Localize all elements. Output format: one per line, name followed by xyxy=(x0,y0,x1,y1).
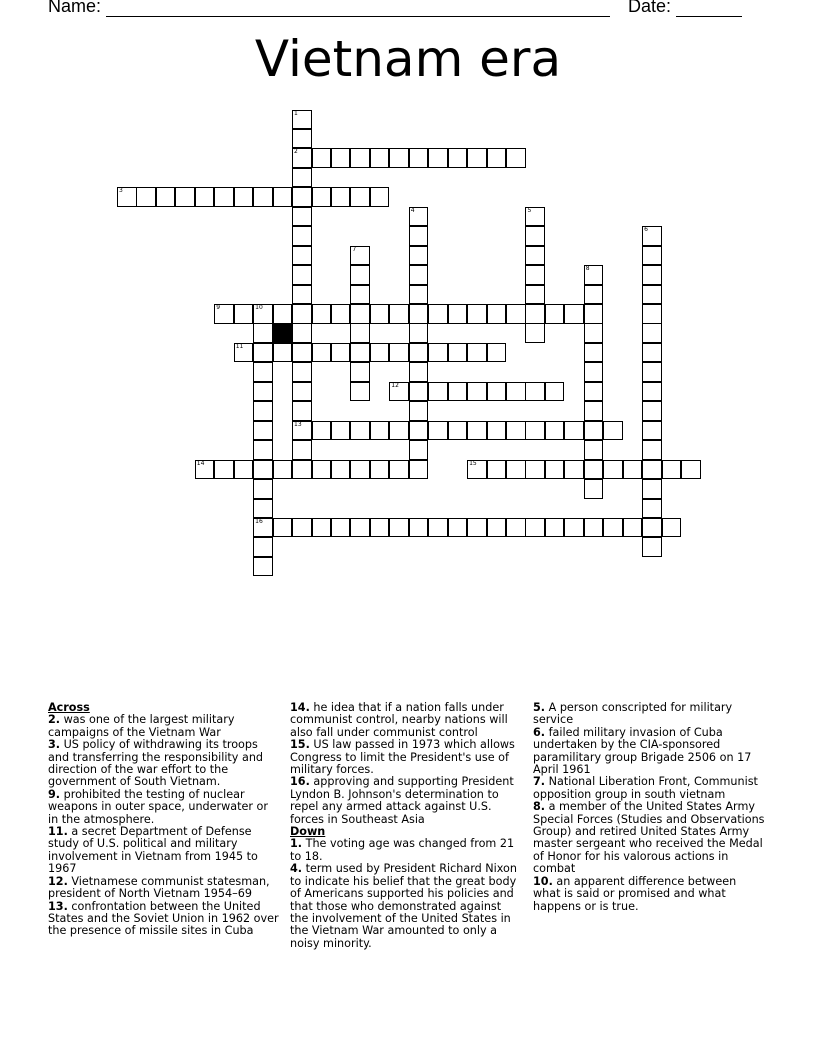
grid-cell[interactable] xyxy=(545,382,565,402)
grid-cell[interactable] xyxy=(584,421,604,441)
grid-cell[interactable] xyxy=(525,246,545,266)
grid-cell[interactable] xyxy=(467,382,487,402)
cell-number: 10 xyxy=(255,304,263,311)
page-title: Vietnam era xyxy=(254,30,562,88)
grid-cell[interactable] xyxy=(292,246,312,266)
grid-cell[interactable] xyxy=(234,460,254,480)
black-cell xyxy=(273,323,293,343)
grid-cell[interactable] xyxy=(312,460,332,480)
grid-cell[interactable] xyxy=(525,265,545,285)
grid-cell[interactable] xyxy=(642,421,662,441)
grid-cell[interactable] xyxy=(525,518,545,538)
grid-cell[interactable] xyxy=(292,148,312,168)
grid-cell[interactable] xyxy=(642,226,662,246)
grid-cell[interactable] xyxy=(487,304,507,324)
grid-cell[interactable] xyxy=(642,382,662,402)
clue-down-1: 1. The voting age was changed from 21 to 18. xyxy=(290,837,515,863)
grid-cell[interactable] xyxy=(584,479,604,499)
grid-cell[interactable] xyxy=(584,304,604,324)
grid-cell[interactable] xyxy=(428,304,448,324)
grid-cell[interactable] xyxy=(292,421,312,441)
grid-cell[interactable] xyxy=(253,362,273,382)
grid-cell[interactable] xyxy=(642,460,662,480)
grid-cell[interactable] xyxy=(292,323,312,343)
grid-cell[interactable] xyxy=(525,285,545,305)
grid-cell[interactable] xyxy=(467,304,487,324)
grid-cell[interactable] xyxy=(253,518,273,538)
grid-cell[interactable] xyxy=(487,518,507,538)
grid-cell[interactable] xyxy=(506,382,526,402)
grid-cell[interactable] xyxy=(292,401,312,421)
grid-cell[interactable] xyxy=(350,304,370,324)
grid-cell[interactable] xyxy=(487,382,507,402)
grid-cell[interactable] xyxy=(350,265,370,285)
grid-cell[interactable] xyxy=(312,304,332,324)
grid-cell[interactable] xyxy=(350,285,370,305)
grid-cell[interactable] xyxy=(642,304,662,324)
grid-cell[interactable] xyxy=(642,537,662,557)
grid-cell[interactable] xyxy=(409,304,429,324)
clue-down-4: 4. term used by President Richard Nixon to indicate his belief that the great body of Americans supported his policies and that those who demonstrated against the involvement of the United States in the Vietnam War amounted to only a noisy minority. xyxy=(290,862,517,950)
grid-cell[interactable] xyxy=(253,557,273,577)
grid-cell[interactable] xyxy=(312,148,332,168)
grid-cell[interactable] xyxy=(584,285,604,305)
cell-number: 8 xyxy=(585,265,590,273)
grid-cell[interactable] xyxy=(409,285,429,305)
grid-cell[interactable] xyxy=(253,382,273,402)
grid-cell[interactable] xyxy=(370,421,390,441)
grid-cell[interactable] xyxy=(584,265,604,285)
clue-down-6: 6. failed military invasion of Cuba undertaken by the CIA-sponsored paramilitary group Brigade 2506 on 17 April 1961 xyxy=(533,725,752,777)
grid-cell[interactable] xyxy=(370,343,390,363)
grid-cell[interactable] xyxy=(487,460,507,480)
grid-cell[interactable] xyxy=(370,304,390,324)
grid-cell[interactable] xyxy=(603,460,623,480)
grid-cell[interactable] xyxy=(253,323,273,343)
grid-cell[interactable] xyxy=(409,362,429,382)
grid-cell[interactable] xyxy=(584,362,604,382)
grid-cell[interactable] xyxy=(467,460,487,480)
grid-cell[interactable] xyxy=(428,148,448,168)
grid-cell[interactable] xyxy=(642,499,662,519)
grid-cell[interactable] xyxy=(681,460,701,480)
grid-cell[interactable] xyxy=(564,460,584,480)
across-heading: Across xyxy=(48,701,90,714)
grid-cell[interactable] xyxy=(292,187,312,207)
grid-cell[interactable] xyxy=(506,421,526,441)
grid-cell[interactable] xyxy=(467,148,487,168)
grid-cell[interactable] xyxy=(409,226,429,246)
grid-cell[interactable] xyxy=(448,304,468,324)
grid-cell[interactable] xyxy=(292,168,312,188)
clues-column-1 xyxy=(48,702,280,938)
grid-cell[interactable] xyxy=(564,421,584,441)
grid-cell[interactable] xyxy=(584,343,604,363)
grid-cell[interactable] xyxy=(584,440,604,460)
grid-cell[interactable] xyxy=(389,518,409,538)
grid-cell[interactable] xyxy=(487,421,507,441)
cell-number: 12 xyxy=(391,381,399,389)
grid-cell[interactable] xyxy=(564,518,584,538)
grid-cell[interactable] xyxy=(448,421,468,441)
cell-number: 7 xyxy=(352,245,357,253)
grid-cell[interactable] xyxy=(331,187,351,207)
grid-cell[interactable] xyxy=(234,304,254,324)
grid-cell[interactable] xyxy=(642,323,662,343)
clues-column-2 xyxy=(290,702,522,950)
grid-cell[interactable] xyxy=(195,187,215,207)
grid-cell[interactable] xyxy=(234,187,254,207)
grid-cell[interactable] xyxy=(545,304,565,324)
grid-cell[interactable] xyxy=(467,518,487,538)
grid-cell[interactable] xyxy=(136,187,156,207)
clue-down-10: 10. an apparent difference between what is said or promised and what happens or is true. xyxy=(533,874,737,913)
cell-number: 14 xyxy=(196,459,205,467)
grid-cell[interactable] xyxy=(545,518,565,538)
grid-cell[interactable] xyxy=(389,343,409,363)
grid-cell[interactable] xyxy=(525,421,545,441)
grid-cell[interactable] xyxy=(662,518,682,538)
grid-cell[interactable] xyxy=(525,304,545,324)
grid-cell[interactable] xyxy=(409,343,429,363)
grid-cell[interactable] xyxy=(292,304,312,324)
grid-cell[interactable] xyxy=(195,460,215,480)
grid-cell[interactable] xyxy=(525,460,545,480)
name-label: Name: xyxy=(48,0,102,16)
grid-cell[interactable] xyxy=(506,304,526,324)
grid-cell[interactable] xyxy=(214,187,234,207)
clue-down-8: 8. a member of the United States Army Special Forces (Studies and Observations Group) and retired United States Army master sergeant who received the Medal of Honor for his valorous actions in combat xyxy=(533,800,765,876)
grid-cell[interactable] xyxy=(584,382,604,402)
grid-cell[interactable] xyxy=(642,479,662,499)
grid-cell[interactable] xyxy=(292,460,312,480)
grid-cell[interactable] xyxy=(428,382,448,402)
cell-number: 6 xyxy=(644,226,648,234)
grid-cell[interactable] xyxy=(350,323,370,343)
grid-cell[interactable] xyxy=(292,362,312,382)
grid-cell[interactable] xyxy=(253,304,273,324)
grid-cell[interactable] xyxy=(292,285,312,305)
grid-cell[interactable] xyxy=(409,246,429,266)
grid-cell[interactable] xyxy=(117,187,137,207)
grid-cell[interactable] xyxy=(409,460,429,480)
grid-cell[interactable] xyxy=(292,518,312,538)
grid-cell[interactable] xyxy=(409,382,429,402)
grid-cell[interactable] xyxy=(584,518,604,538)
grid-cell[interactable] xyxy=(584,323,604,343)
grid-cell[interactable] xyxy=(350,187,370,207)
clue-across-13: 13. confrontation between the United States and the Soviet Union in 1962 over the presence of missile sites in Cuba xyxy=(48,899,279,938)
grid-cell[interactable] xyxy=(642,518,662,538)
grid-cell[interactable] xyxy=(370,187,390,207)
grid-cell[interactable] xyxy=(603,421,623,441)
grid-cell[interactable] xyxy=(253,499,273,519)
grid-cell[interactable] xyxy=(292,110,312,130)
grid-cell[interactable] xyxy=(350,362,370,382)
grid-cell[interactable] xyxy=(409,421,429,441)
grid-cell[interactable] xyxy=(642,246,662,266)
cell-number: 4 xyxy=(410,206,415,214)
grid-cell[interactable] xyxy=(350,382,370,402)
clue-down-5: 5. A person conscripted for military service xyxy=(533,701,733,727)
grid-cell[interactable] xyxy=(214,460,234,480)
clues-column-3 xyxy=(533,702,765,913)
grid-cell[interactable] xyxy=(642,440,662,460)
grid-cell[interactable] xyxy=(312,518,332,538)
grid-cell[interactable] xyxy=(623,518,643,538)
cell-number: 9 xyxy=(216,304,221,311)
grid-cell[interactable] xyxy=(331,421,351,441)
grid-cell[interactable] xyxy=(175,187,195,207)
grid-cell[interactable] xyxy=(409,518,429,538)
grid-cell[interactable] xyxy=(389,460,409,480)
grid-cell[interactable] xyxy=(292,440,312,460)
clue-across-14: 14. he idea that if a nation falls under communist control, nearby nations will also fall under communist control xyxy=(290,701,508,739)
grid-cell[interactable] xyxy=(642,362,662,382)
grid-cell[interactable] xyxy=(545,421,565,441)
cell-number: 2 xyxy=(294,148,298,156)
clue-across-2: 2. was one of the largest military campaigns of the Vietnam War xyxy=(48,713,235,739)
grid-cell[interactable] xyxy=(448,148,468,168)
grid-cell[interactable] xyxy=(525,226,545,246)
grid-cell[interactable] xyxy=(253,421,273,441)
grid-cell[interactable] xyxy=(467,421,487,441)
grid-cell[interactable] xyxy=(312,343,332,363)
grid-cell[interactable] xyxy=(389,421,409,441)
grid-cell[interactable] xyxy=(428,518,448,538)
grid-cell[interactable] xyxy=(350,148,370,168)
grid-cell[interactable] xyxy=(331,148,351,168)
grid-cell[interactable] xyxy=(448,518,468,538)
grid-cell[interactable] xyxy=(448,343,468,363)
grid-cell[interactable] xyxy=(292,207,312,227)
grid-cell[interactable] xyxy=(312,421,332,441)
grid-cell[interactable] xyxy=(273,518,293,538)
cell-number: 16 xyxy=(255,517,263,525)
clue-down-7: 7. National Liberation Front, Communist opposition group in south vietnam xyxy=(533,775,758,801)
grid-cell[interactable] xyxy=(545,460,565,480)
date-label: Date: xyxy=(628,0,672,16)
grid-cell[interactable] xyxy=(389,148,409,168)
clue-across-16: 16. approving and supporting President Lyndon B. Johnson's determination to repel any armed attack against U.S. forces in Southeast Asia xyxy=(290,775,514,826)
grid-cell[interactable] xyxy=(525,207,545,227)
grid-cell[interactable] xyxy=(389,304,409,324)
grid-cell[interactable] xyxy=(642,265,662,285)
grid-cell[interactable] xyxy=(350,518,370,538)
grid-cell[interactable] xyxy=(273,343,293,363)
grid-cell[interactable] xyxy=(312,187,332,207)
grid-cell[interactable] xyxy=(389,382,409,402)
grid-cell[interactable] xyxy=(409,207,429,227)
clue-across-15: 15. US law passed in 1973 which allows Congress to limit the President's use of military forces. xyxy=(290,738,515,777)
grid-cell[interactable] xyxy=(273,304,293,324)
grid-cell[interactable] xyxy=(253,187,273,207)
cell-number: 11 xyxy=(235,342,244,350)
grid-cell[interactable] xyxy=(350,421,370,441)
grid-cell[interactable] xyxy=(273,460,293,480)
grid-cell[interactable] xyxy=(487,148,507,168)
grid-cell[interactable] xyxy=(409,148,429,168)
grid-cell[interactable] xyxy=(253,401,273,421)
grid-cell[interactable] xyxy=(409,323,429,343)
grid-cell[interactable] xyxy=(370,148,390,168)
grid-cell[interactable] xyxy=(292,265,312,285)
grid-cell[interactable] xyxy=(292,129,312,149)
grid-cell[interactable] xyxy=(642,343,662,363)
cell-number: 3 xyxy=(119,187,123,195)
down-heading: Down xyxy=(290,825,326,839)
grid-cell[interactable] xyxy=(409,265,429,285)
grid-cell[interactable] xyxy=(292,226,312,246)
grid-cell[interactable] xyxy=(525,382,545,402)
grid-cell[interactable] xyxy=(448,382,468,402)
grid-cell[interactable] xyxy=(331,460,351,480)
cell-number: 15 xyxy=(469,459,477,467)
cell-number: 5 xyxy=(527,206,532,214)
clue-across-12: 12. Vietnamese communist statesman, president of North Vietnam 1954–69 xyxy=(48,874,270,901)
grid-cell[interactable] xyxy=(623,460,643,480)
grid-cell[interactable] xyxy=(350,246,370,266)
grid-cell[interactable] xyxy=(603,518,623,538)
grid-cell[interactable] xyxy=(525,323,545,343)
grid-cell[interactable] xyxy=(564,304,584,324)
grid-cell[interactable] xyxy=(409,401,429,421)
grid-cell[interactable] xyxy=(253,440,273,460)
cell-number: 13 xyxy=(294,420,302,428)
grid-cell[interactable] xyxy=(409,440,429,460)
grid-cell[interactable] xyxy=(253,460,273,480)
grid-cell[interactable] xyxy=(370,518,390,538)
grid-cell[interactable] xyxy=(214,304,234,324)
grid-cell[interactable] xyxy=(584,401,604,421)
grid-cell[interactable] xyxy=(642,285,662,305)
grid-cell[interactable] xyxy=(253,479,273,499)
clue-across-3: 3. US policy of withdrawing its troops and transferring the responsibility and direction of the war effort to the government of South Vietnam. xyxy=(48,738,264,789)
grid-cell[interactable] xyxy=(331,304,351,324)
grid-cell[interactable] xyxy=(370,460,390,480)
grid-cell[interactable] xyxy=(253,537,273,557)
grid-cell[interactable] xyxy=(428,421,448,441)
grid-cell[interactable] xyxy=(331,518,351,538)
grid-cell[interactable] xyxy=(662,460,682,480)
grid-cell[interactable] xyxy=(156,187,176,207)
grid-cell[interactable] xyxy=(350,460,370,480)
grid-cell[interactable] xyxy=(234,343,254,363)
cell-number: 1 xyxy=(294,109,298,117)
grid-cell[interactable] xyxy=(506,518,526,538)
grid-cell[interactable] xyxy=(350,343,370,363)
grid-cell[interactable] xyxy=(506,148,526,168)
grid-cell[interactable] xyxy=(506,460,526,480)
grid-cell[interactable] xyxy=(642,401,662,421)
clue-across-9: 9. prohibited the testing of nuclear weapons in outer space, underwater or in the atmosphere. xyxy=(48,787,268,826)
grid-cell[interactable] xyxy=(584,460,604,480)
grid-cell[interactable] xyxy=(292,382,312,402)
grid-cell[interactable] xyxy=(273,187,293,207)
grid-cell[interactable] xyxy=(331,343,351,363)
grid-cell[interactable] xyxy=(292,343,312,363)
clue-across-11: 11. a secret Department of Defense study of U.S. political and military involvement in Vietnam from 1945 to 1967 xyxy=(48,825,258,876)
grid-cell[interactable] xyxy=(253,343,273,363)
grid-cell[interactable] xyxy=(487,343,507,363)
grid-cell[interactable] xyxy=(428,343,448,363)
grid-cell[interactable] xyxy=(467,343,487,363)
